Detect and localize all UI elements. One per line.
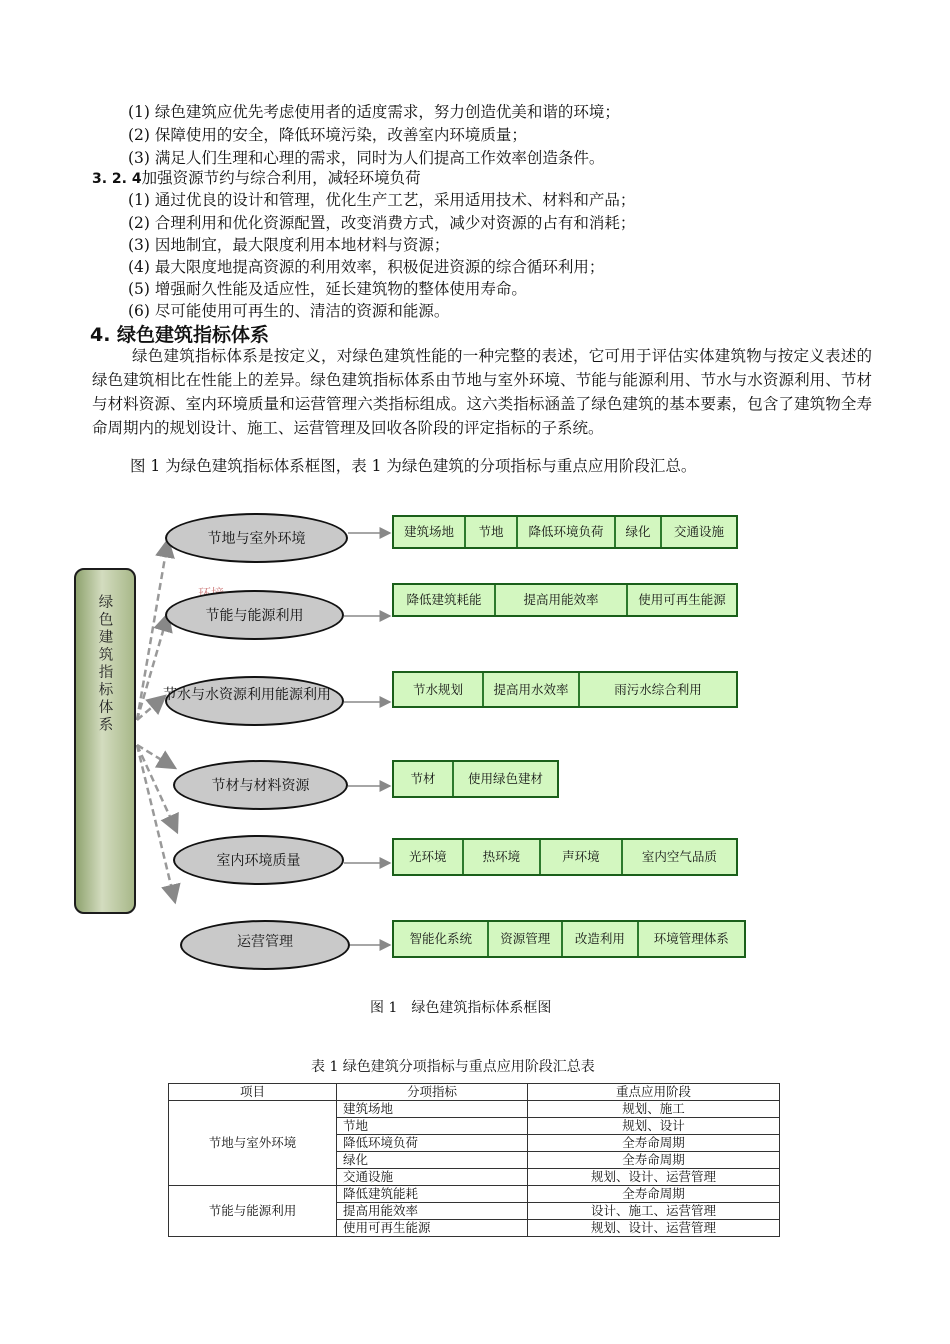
section-heading-4: 4. 绿色建筑指标体系: [90, 324, 270, 346]
root-label: 绿色建筑指标体系: [96, 594, 113, 734]
indicator-cell: 提高用能效率: [496, 585, 626, 615]
category-operation-label: 运营管理: [237, 934, 293, 950]
table-header: 项目: [169, 1084, 337, 1101]
indicator-row-water: [392, 671, 738, 708]
table-header: 重点应用阶段: [528, 1084, 780, 1101]
table-cell: 设计、施工、运营管理: [528, 1203, 780, 1220]
indicator-cell: 光环境: [394, 840, 462, 874]
requirement-item-3: (3) 满足人们生理和心理的需求，同时为人们提高工作效率创造条件。: [128, 149, 605, 167]
indicator-cell: 交通设施: [662, 517, 736, 547]
resource-item-6: (6) 尽可能使用可再生的、清洁的资源和能源。: [128, 302, 450, 320]
group-name: 节地与室外环境: [169, 1101, 337, 1186]
indicator-cell: 改造利用: [563, 922, 637, 956]
category-indoor-label: 室内环境质量: [216, 853, 301, 869]
requirement-item-2: (2) 保障使用的安全，降低环境污染，改善室内环境质量；: [128, 126, 527, 144]
indicator-cell: 雨污水综合利用: [580, 673, 736, 706]
indicator-cell: 建筑场地: [394, 517, 464, 547]
table-cell: 降低建筑能耗: [337, 1186, 528, 1203]
category-operation-node: [180, 920, 350, 970]
table-cell: 提高用能效率: [337, 1203, 528, 1220]
category-energy-node: [165, 590, 344, 640]
requirement-item-1: (1) 绿色建筑应优先考虑使用者的适度需求，努力创造优美和谐的环境；: [128, 103, 620, 121]
root-node: [74, 568, 136, 914]
table-cell: 规划、设计、运营管理: [528, 1220, 780, 1237]
indicator-row-indoor: [392, 838, 738, 876]
resource-item-2: (2) 合理利用和优化资源配置，改变消费方式，减少对资源的占有和消耗；: [128, 214, 636, 232]
resource-item-4: (4) 最大限度地提高资源的利用效率，积极促进资源的综合循环利用；: [128, 258, 605, 276]
indicator-row-energy: [392, 583, 738, 617]
table-cell: 建筑场地: [337, 1101, 528, 1118]
section-number: 3. 2. 4: [92, 171, 142, 187]
table-row: [169, 1101, 780, 1118]
category-land-label: 节地与室外环境: [207, 531, 306, 547]
indicator-cell: 热环境: [464, 840, 540, 874]
indicator-cell: 环境管理体系: [639, 922, 744, 956]
indicator-cell: 资源管理: [489, 922, 561, 956]
section-title: 加强资源节约与综合利用，减轻环境负荷: [141, 169, 421, 187]
summary-table: [168, 1083, 780, 1237]
table-cell: 使用可再生能源: [337, 1220, 528, 1237]
indicator-cell: 降低环境负荷: [518, 517, 614, 547]
table-cell: 全寿命周期: [528, 1135, 780, 1152]
category-energy-label: 节能与能源利用: [205, 608, 304, 624]
table-cell: 规划、设计、运营管理: [528, 1169, 780, 1186]
table-header: 分项指标: [337, 1084, 528, 1101]
table-cell: 降低环境负荷: [337, 1135, 528, 1152]
indicator-cell: 绿化: [616, 517, 660, 547]
indicator-cell: 声环境: [541, 840, 621, 874]
table-cell: 全寿命周期: [528, 1152, 780, 1169]
figure-caption: 图 1 绿色建筑指标体系框图: [370, 1000, 552, 1016]
indicator-cell: 节材: [394, 762, 452, 796]
table-row: [169, 1186, 780, 1203]
figure-intro-text: 图 1 为绿色建筑指标体系框图，表 1 为绿色建筑的分项指标与重点应用阶段汇总。: [130, 457, 697, 475]
indicator-cell: 使用绿色建材: [454, 762, 557, 796]
resource-item-1: (1) 通过优良的设计和管理，优化生产工艺，采用适用技术、材料和产品；: [128, 191, 636, 209]
table-caption: 表 1 绿色建筑分项指标与重点应用阶段汇总表: [311, 1059, 595, 1075]
table-cell: 规划、施工: [528, 1101, 780, 1118]
table-cell: 交通设施: [337, 1169, 528, 1186]
table-cell: 全寿命周期: [528, 1186, 780, 1203]
indicator-cell: 智能化系统: [394, 922, 487, 956]
indicator-cell: 提高用水效率: [484, 673, 578, 706]
connector-6: [137, 745, 175, 902]
indicator-row-operation: [392, 920, 746, 958]
category-indoor-node: [173, 835, 344, 885]
indicator-cell: 室内空气品质: [623, 840, 736, 874]
category-land-node: [165, 513, 348, 563]
table-cell: 绿化: [337, 1152, 528, 1169]
category-water-label: 节水与水资源利用能源利用: [163, 687, 331, 703]
indicator-row-land: [392, 515, 738, 549]
table-header-row: [169, 1084, 780, 1101]
indicator-cell: 降低建筑耗能: [394, 585, 494, 615]
category-material-node: [173, 760, 348, 810]
resource-item-5: (5) 增强耐久性能及适应性，延长建筑物的整体使用寿命。: [128, 280, 527, 298]
indicator-cell: 使用可再生能源: [628, 585, 736, 615]
table-cell: 节地: [337, 1118, 528, 1135]
intro-paragraph: 绿色建筑指标体系是按定义，对绿色建筑性能的一种完整的表述，它可用于评估实体建筑物与按定义表述的绿色建筑相比在性能上的差异。绿色建筑指标体系由节地与室外环境、节能与能源利用、节水与水资源利用、节材与材料资源、室内环境质量和运营管理六类指标组成。这六类指标涵盖了绿色建筑的基本要素，包含了建筑物全寿命周期内的规划设计、施工、运营管理及回收各阶段的评定指标的子系统。: [92, 347, 872, 437]
group-name: 节能与能源利用: [169, 1186, 337, 1237]
resource-item-3: (3) 因地制宜，最大限度利用本地材料与资源；: [128, 236, 450, 254]
table-cell: 规划、设计: [528, 1118, 780, 1135]
indicator-cell: 节地: [466, 517, 516, 547]
indicator-cell: 节水规划: [394, 673, 482, 706]
indicator-row-material: [392, 760, 559, 798]
category-material-label: 节材与材料资源: [211, 778, 310, 794]
